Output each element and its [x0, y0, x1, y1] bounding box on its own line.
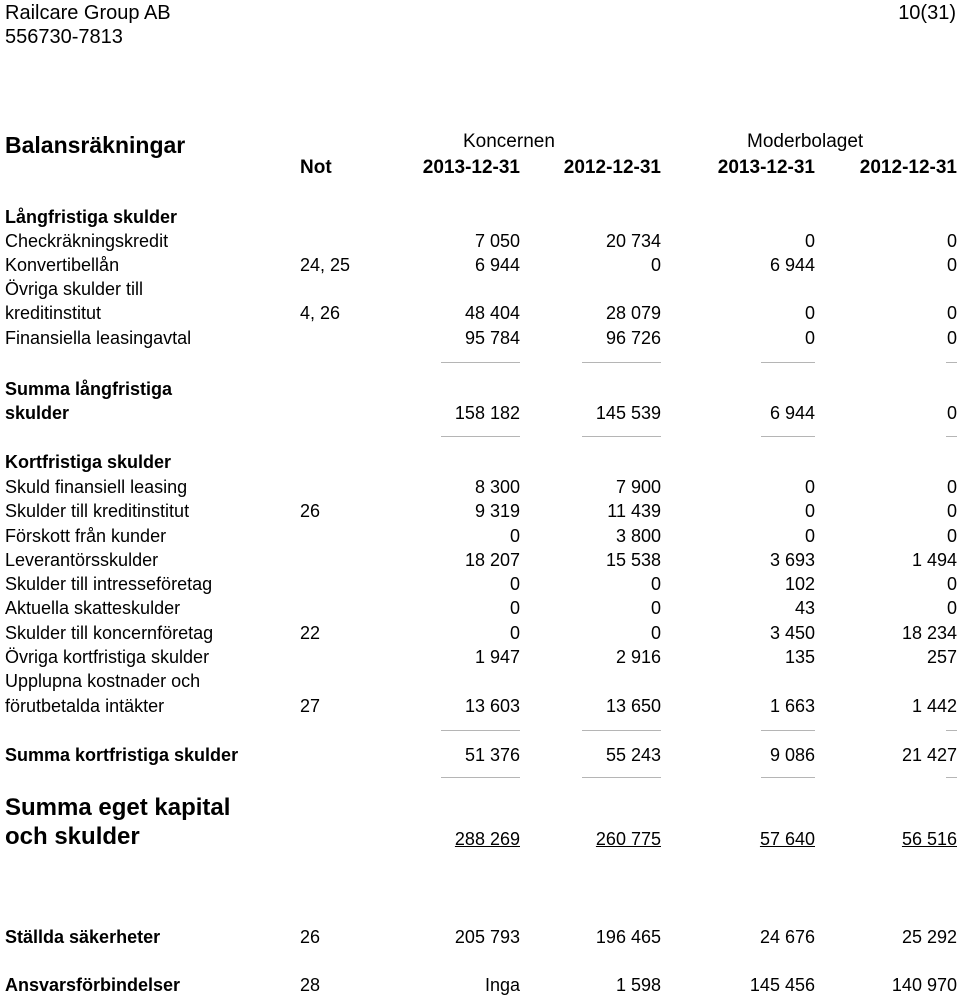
total-value: 56 516	[901, 829, 957, 849]
total-label: och skulder	[5, 823, 140, 850]
subtotal-label: Summa kortfristiga skulder	[5, 745, 239, 765]
value-cell: 0	[650, 255, 661, 275]
total-label-line1: Summa eget kapital	[5, 794, 231, 821]
subtotal-rule	[441, 436, 520, 437]
subtotal-rule	[582, 362, 661, 363]
value-cell: Inga	[484, 975, 520, 995]
note-ref: 26	[300, 501, 321, 521]
subtotal-value: 0	[946, 403, 957, 423]
value-cell: 0	[946, 526, 957, 546]
note-ref: 24, 25	[300, 255, 351, 275]
subtotal-rule	[441, 777, 520, 778]
value-cell: 0	[946, 477, 957, 497]
org-number: 556730-7813	[5, 26, 123, 48]
value-cell: 0	[650, 598, 661, 618]
page-number: 10(31)	[898, 2, 956, 24]
value-cell: 196 465	[595, 927, 661, 947]
value-cell: 6 944	[769, 255, 815, 275]
value-cell: 1 663	[769, 696, 815, 716]
row-label: Förskott från kunder	[5, 526, 167, 546]
subtotal-label-line1: Summa långfristiga	[5, 379, 173, 399]
value-cell: 28 079	[605, 303, 661, 323]
value-cell: 13 650	[605, 696, 661, 716]
subtotal-rule	[761, 730, 815, 731]
value-cell: 0	[946, 501, 957, 521]
subtotal-value: 51 376	[464, 745, 520, 765]
value-cell: 145 456	[749, 975, 815, 995]
value-cell: 3 693	[769, 550, 815, 570]
subtotal-rule	[761, 436, 815, 437]
value-cell: 0	[509, 526, 520, 546]
total-value: 288 269	[454, 829, 520, 849]
row-label: Skuld finansiell leasing	[5, 477, 188, 497]
column-header-date: 2013-12-31	[717, 157, 815, 178]
company-name: Railcare Group AB	[5, 2, 171, 24]
subtotal-value: 158 182	[454, 403, 520, 423]
value-cell: 0	[650, 623, 661, 643]
subtotal-rule	[441, 362, 520, 363]
subtotal-value: 55 243	[605, 745, 661, 765]
value-cell: 43	[794, 598, 815, 618]
value-cell: 3 450	[769, 623, 815, 643]
subtotal-value: 9 086	[769, 745, 815, 765]
column-header-date: 2012-12-31	[859, 157, 957, 178]
value-cell: 1 442	[911, 696, 957, 716]
group-header-moderbolaget: Moderbolaget	[747, 131, 864, 152]
row-label: Finansiella leasingavtal	[5, 328, 192, 348]
subtotal-rule	[946, 730, 957, 731]
subtotal-rule	[582, 436, 661, 437]
value-cell: 18 207	[464, 550, 520, 570]
row-label: Checkräkningskredit	[5, 231, 169, 251]
value-cell: 0	[509, 598, 520, 618]
value-cell: 0	[509, 574, 520, 594]
page-title: Balansräkningar	[5, 132, 186, 158]
value-cell: 18 234	[901, 623, 957, 643]
total-value: 260 775	[595, 829, 661, 849]
value-cell: 24 676	[759, 927, 815, 947]
subtotal-rule	[946, 777, 957, 778]
value-cell: 0	[509, 623, 520, 643]
value-cell: 15 538	[605, 550, 661, 570]
column-header-not: Not	[300, 157, 332, 178]
note-ref: 22	[300, 623, 321, 643]
total-value: 57 640	[759, 829, 815, 849]
column-header-date: 2013-12-31	[422, 157, 520, 178]
value-cell: 257	[926, 647, 957, 667]
value-cell: 48 404	[464, 303, 520, 323]
value-cell: 7 900	[615, 477, 661, 497]
row-label: kreditinstitut	[5, 303, 102, 323]
value-cell: 1 947	[474, 647, 520, 667]
row-label: Skulder till intresseföretag	[5, 574, 213, 594]
value-cell: 135	[784, 647, 815, 667]
section-heading-long-term: Långfristiga skulder	[5, 207, 178, 227]
value-cell: 140 970	[891, 975, 957, 995]
value-cell: 11 439	[607, 501, 661, 521]
value-cell: 0	[946, 303, 957, 323]
value-cell: 1 494	[911, 550, 957, 570]
subtotal-rule	[761, 362, 815, 363]
value-cell: 9 319	[474, 501, 520, 521]
value-cell: 102	[784, 574, 815, 594]
row-label: Leverantörsskulder	[5, 550, 159, 570]
column-header-date: 2012-12-31	[563, 157, 661, 178]
subtotal-rule	[441, 730, 520, 731]
value-cell: 25 292	[901, 927, 957, 947]
section-heading-short-term: Kortfristiga skulder	[5, 452, 172, 472]
row-label-line1: Upplupna kostnader och	[5, 671, 201, 691]
value-cell: 0	[946, 255, 957, 275]
subtotal-value: 6 944	[769, 403, 815, 423]
row-label-line1: Övriga skulder till	[5, 279, 144, 299]
value-cell: 6 944	[474, 255, 520, 275]
row-label: Skulder till kreditinstitut	[5, 501, 190, 521]
subtotal-rule	[582, 777, 661, 778]
note-ref: 27	[300, 696, 321, 716]
subtotal-value: 21 427	[901, 745, 957, 765]
value-cell: 0	[946, 231, 957, 251]
row-label: Ställda säkerheter	[5, 927, 161, 947]
row-label: Konvertibellån	[5, 255, 120, 275]
note-ref: 4, 26	[300, 303, 341, 323]
subtotal-rule	[946, 362, 957, 363]
value-cell: 0	[946, 574, 957, 594]
value-cell: 0	[804, 328, 815, 348]
value-cell: 0	[804, 303, 815, 323]
value-cell: 13 603	[464, 696, 520, 716]
value-cell: 3 800	[615, 526, 661, 546]
value-cell: 205 793	[454, 927, 520, 947]
value-cell: 1 598	[615, 975, 661, 995]
value-cell: 0	[946, 598, 957, 618]
note-ref: 28	[300, 975, 321, 995]
group-header-koncernen: Koncernen	[463, 131, 555, 152]
value-cell: 0	[650, 574, 661, 594]
row-label: Skulder till koncernföretag	[5, 623, 214, 643]
note-ref: 26	[300, 927, 321, 947]
row-label: Övriga kortfristiga skulder	[5, 647, 210, 667]
value-cell: 8 300	[474, 477, 520, 497]
row-label: Aktuella skatteskulder	[5, 598, 181, 618]
row-label: förutbetalda intäkter	[5, 696, 165, 716]
subtotal-rule	[582, 730, 661, 731]
value-cell: 7 050	[474, 231, 520, 251]
subtotal-rule	[761, 777, 815, 778]
subtotal-value: 145 539	[595, 403, 661, 423]
value-cell: 0	[946, 328, 957, 348]
value-cell: 95 784	[464, 328, 520, 348]
subtotal-rule	[946, 436, 957, 437]
value-cell: 0	[804, 526, 815, 546]
subtotal-label: skulder	[5, 403, 70, 423]
value-cell: 2 916	[615, 647, 661, 667]
value-cell: 96 726	[605, 328, 661, 348]
value-cell: 0	[804, 501, 815, 521]
value-cell: 20 734	[605, 231, 661, 251]
value-cell: 0	[804, 477, 815, 497]
value-cell: 0	[804, 231, 815, 251]
row-label: Ansvarsförbindelser	[5, 975, 181, 995]
